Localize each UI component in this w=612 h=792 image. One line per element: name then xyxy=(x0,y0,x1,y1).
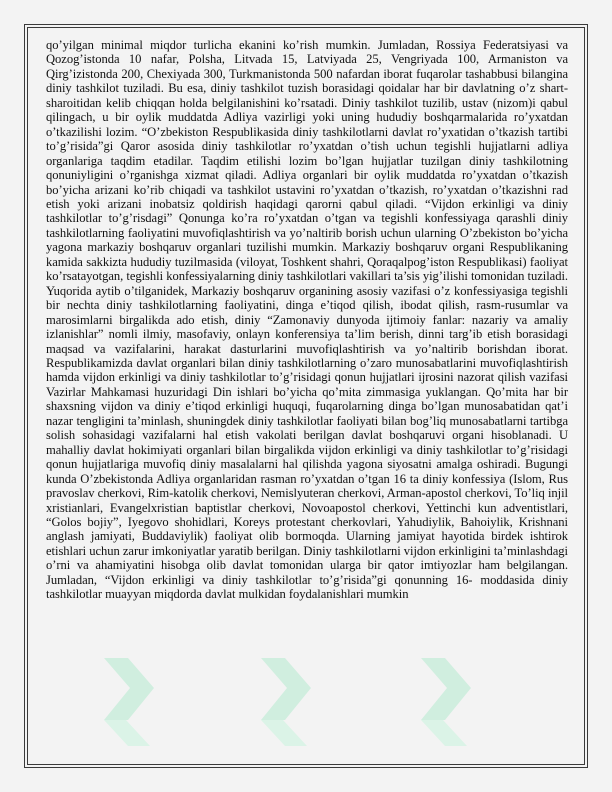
watermark-chevron-lower xyxy=(261,688,311,720)
body-paragraph: qo’yilgan minimal miqdor turlicha ekanini ko’rish mumkin. Jumladan, Rossiya Federatsiyasi va Qozog’istonda 10 nafar, Polsha, Litvada 15, Latviyada 25, Vengriyada 100, Armaniston va Qirg’izistonda 200, Chexiyada 300, Turkmanistonda 500 nafardan iborat fuqarolar tashabbusi bilangina diniy tashkilot tuziladi. Bu esa, diniy tashkilot tuzish borasidagi qoidalar har bir davlatning o’z shart-sharoitidan kelib chiqqan holda belgilanishini ko’rsatadi. Diniy tashkilot tuzilib, ustav (nizom)i qabul qilingach, u bir oylik muddatda Adliya vazirligi yoki uning hududiy boshqarmalarida ro’yxatdan o’tkazilishi lozim. “O’zbekiston Respublikasida diniy tashkilotlarni davlat ro’yxatidan o’tkazish tartibi to’g’risida”gi Qaror asosida diniy tashkilotlar ro’yxatdan o’tish uchun tegishli hujjatlarni adliya organlariga taqdim etadilar. Taqdim etilishi lozim bo’lgan hujjatlar tuzilgan diniy tashkilotning qonuniyligini o’rganishga xizmat qiladi. Adliya organlari bir oylik muddatda ro’yxatdan o’tkazish bo’yicha arizani ko’rib chiqadi va tashkilot ustavini ro’yxatdan o’tkazish, ro’yxatdan o’tkazishni rad etish yoki arizani inobatsiz qoldirish haqidagi qarorni qabul qiladi. “Vijdon erkinligi va diniy tashkilotlar to’g’risdagi” Qonunga ko’ra ro’yxatdan o’tgan va tegishli konfessiyaga qarashli diniy tashkilotlarning faoliyatini muvofiqlashtirish va yo’naltirib borish uchun ularning O’zbekiston bo’yicha yagona markaziy boshqaruv organlari tuzilishi mumkin. Markaziy boshqaruv organi Respublikaning kamida sakkizta hududiy tuzilmasida (viloyat, Toshkent shahri, Qoraqalpog’iston Respublikasi) faoliyat ko’rsatayotgan, tegishli konfessiyalarning diniy tashkilotlari vakillari ta’sis yig’ilishi tomonidan tuziladi. Yuqorida aytib o’tilganidek, Markaziy boshqaruv organining asosiy vazifasi o’z konfessiyasiga tegishli bir nechta diniy tashkilotlarning faoliyatini, dinga e’tiqod qilish, ibodat qilish, rasm-rusumlar va marosimlarni birgalikda ado etish, diniy “Zamonaviy dunyoda ijtimoiy fanlar: nazariy va amaliy izlanishlar” nomli ilmiy, masofaviy, onlayn konferensiya ta’lim berish, dinni targ’ib etish borasidagi maqsad va vazifalarini, harakat dasturlarini muvofiqlashtirish va yo’naltirib borishdan iborat. Respublikamizda davlat organlari bilan diniy tashkilotlarning o’zaro munosabatlarini muvofiqlashtirish hamda vijdon erkinligi va diniy tashkilotlar to’g’risidagi qonun hujjatlari ijrosini nazorat qilish vazifasi Vazirlar Mahkamasi huzuridagi Din ishlari bo’yicha qo’mita zimmasiga yuklangan. Qo’mita har bir shaxsning vijdon va diniy e’tiqod erkinligi huquqi, fuqarolarning dinga bo’lgan munosabatidan qat’i nazar tengligini ta’minlash, shuningdek diniy tashkilotlar faoliyati bilan bog’liq munosabatlarni tartibga solish sohasidagi vazifalarni hal etish vakolati berilgan davlat boshqaruvi organi hisoblanadi. U mahalliy davlat hokimiyati organlari bilan birgalikda vijdon erkinligi va diniy tashkilotlar to’g’risidagi qonun hujjatlariga muvofiq diniy masalalarni hal qilishda yagona siyosatni amalga oshiradi. Bugungi kunda O’zbekistonda Adliya organlaridan rasman ro’yxatdan o’tgan 16 ta diniy konfessiya (Islom, Rus pravoslav cherkovi, Rim-katolik cherkovi, Nemislyuteran cherkovi, Arman-apostol cherkovi, To’liq injil xristianlari, Evangelxristian baptistlar cherkovi, Novoapostol cherkovi, Yettinchi kun adventistlari, “Golos bojiy”, Iyegovo shohidlari, Koreys protestant cherkovlari, Yahudiylik, Bahoiylik, Krishnani anglash jamiyati, Buddaviylik) faoliyat olib bormoqda. Ularning jamiyat hayotida birdek ishtirok etishlari uchun zarur imkoniyatlar yaratib berilgan. Diniy tashkilotlarni vijdon erkinligini ta’minlashdagi o’rni va ahamiyatini hisobga olib davlat tomonidan ularga bir qator imtiyozlar ham belgilangan. Jumladan, “Vijdon erkinligi va diniy tashkilotlar to’g’risida”gi qonunning 16- moddasida diniy tashkilotlar muayyan miqdorda davlat mulkidan foydalanishlari mumkin xyxy=(46,38,568,602)
watermark-logo-icon xyxy=(104,658,154,746)
page-frame xyxy=(24,24,588,768)
watermark-chevron-upper xyxy=(104,658,154,688)
watermark-chevron-upper xyxy=(421,658,471,688)
watermark-chevron-lower xyxy=(104,688,154,720)
watermark-chevron-upper xyxy=(261,658,311,688)
watermark-chevron-tail xyxy=(261,720,307,746)
watermark-chevron-lower xyxy=(421,688,471,720)
watermark-chevron-tail xyxy=(421,720,467,746)
watermark-chevron-tail xyxy=(104,720,150,746)
watermark-logo-icon xyxy=(261,658,311,746)
watermark-logo-icon xyxy=(421,658,471,746)
